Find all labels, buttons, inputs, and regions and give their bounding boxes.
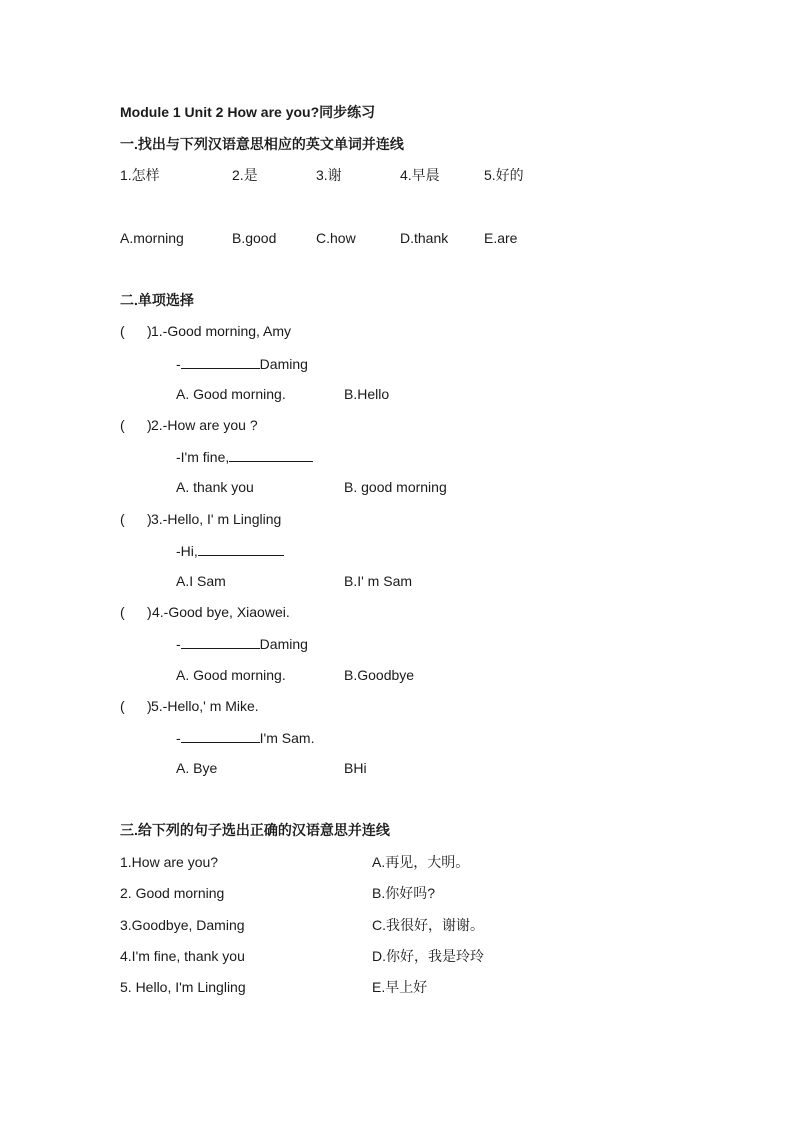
answer-suffix: I'm Sam.	[259, 730, 315, 746]
answer-paren-close: )	[147, 417, 152, 433]
answer-prefix: -	[176, 636, 181, 652]
chinese-meaning: A.再见，大明。	[372, 854, 470, 870]
chinese-meaning: C.我很好，谢谢。	[372, 917, 484, 933]
answer-paren-open: (	[120, 511, 125, 527]
english-sentence: 5. Hello, I'm Lingling	[120, 979, 246, 995]
answer-line	[176, 354, 308, 373]
option-a: A. thank you	[176, 479, 254, 495]
answer-suffix: Daming	[259, 636, 308, 652]
chinese-word: 1.怎样	[120, 167, 160, 183]
answer-blank[interactable]	[181, 728, 260, 743]
answer-prefix: -	[176, 356, 181, 372]
answer-prefix: -Hi,	[176, 543, 198, 559]
option-b: B.I' m Sam	[344, 573, 413, 589]
chinese-meaning: E.早上好	[372, 979, 428, 995]
question-stem: 5.-Hello,' m Mike.	[151, 698, 259, 714]
answer-blank[interactable]	[198, 541, 284, 556]
section-1-heading: 一.找出与下列汉语意思相应的英文单词并连线	[120, 136, 404, 152]
answer-paren-close: )	[147, 604, 152, 620]
answer-line	[176, 634, 308, 653]
answer-paren-close: )	[147, 698, 152, 714]
chinese-word: 3.谢	[316, 167, 342, 183]
option-a: A. Bye	[176, 760, 218, 776]
english-word: A.morning	[120, 230, 184, 246]
english-word: C.how	[316, 230, 356, 246]
answer-paren-close: )	[147, 511, 152, 527]
option-b: BHi	[344, 760, 367, 776]
option-b: B.Goodbye	[344, 667, 415, 683]
chinese-word: 2.是	[232, 167, 258, 183]
answer-paren-open: (	[120, 417, 125, 433]
answer-line	[176, 728, 314, 747]
question-stem: 3.-Hello, I' m Lingling	[151, 511, 282, 527]
english-sentence: 4.I'm fine, thank you	[120, 948, 245, 964]
option-b: B.Hello	[344, 386, 390, 402]
answer-paren-close: )	[147, 323, 152, 339]
answer-blank[interactable]	[181, 634, 260, 649]
option-a: A. Good morning.	[176, 386, 286, 402]
option-a: A.I Sam	[176, 573, 226, 589]
chinese-word: 4.早晨	[400, 167, 440, 183]
chinese-word: 5.好的	[484, 167, 524, 183]
answer-paren-open: (	[120, 323, 125, 339]
english-word: D.thank	[400, 230, 449, 246]
english-sentence: 1.How are you?	[120, 854, 219, 870]
option-b: B. good morning	[344, 479, 447, 495]
chinese-meaning: B.你好吗?	[372, 885, 436, 901]
english-word: B.good	[232, 230, 277, 246]
answer-blank[interactable]	[181, 354, 260, 369]
question-stem: 2.-How are you ?	[151, 417, 258, 433]
english-sentence: 3.Goodbye, Daming	[120, 917, 245, 933]
answer-paren-open: (	[120, 604, 125, 620]
section-3-heading: 三.给下列的句子选出正确的汉语意思并连线	[120, 822, 390, 838]
page-title: Module 1 Unit 2 How are you?同步练习	[120, 104, 376, 120]
answer-suffix: Daming	[259, 356, 308, 372]
answer-prefix: -I'm fine,	[176, 449, 230, 465]
english-word: E.are	[484, 230, 518, 246]
answer-line	[176, 541, 284, 560]
question-stem: 1.-Good morning, Amy	[151, 323, 292, 339]
question-stem: 4.-Good bye, Xiaowei.	[152, 604, 290, 620]
option-a: A. Good morning.	[176, 667, 286, 683]
answer-line	[176, 447, 313, 466]
section-2-heading: 二.单项选择	[120, 292, 194, 308]
answer-blank[interactable]	[229, 447, 313, 462]
chinese-meaning: D.你好，我是玲玲	[372, 948, 484, 964]
english-sentence: 2. Good morning	[120, 885, 225, 901]
answer-paren-open: (	[120, 698, 125, 714]
answer-prefix: -	[176, 730, 181, 746]
